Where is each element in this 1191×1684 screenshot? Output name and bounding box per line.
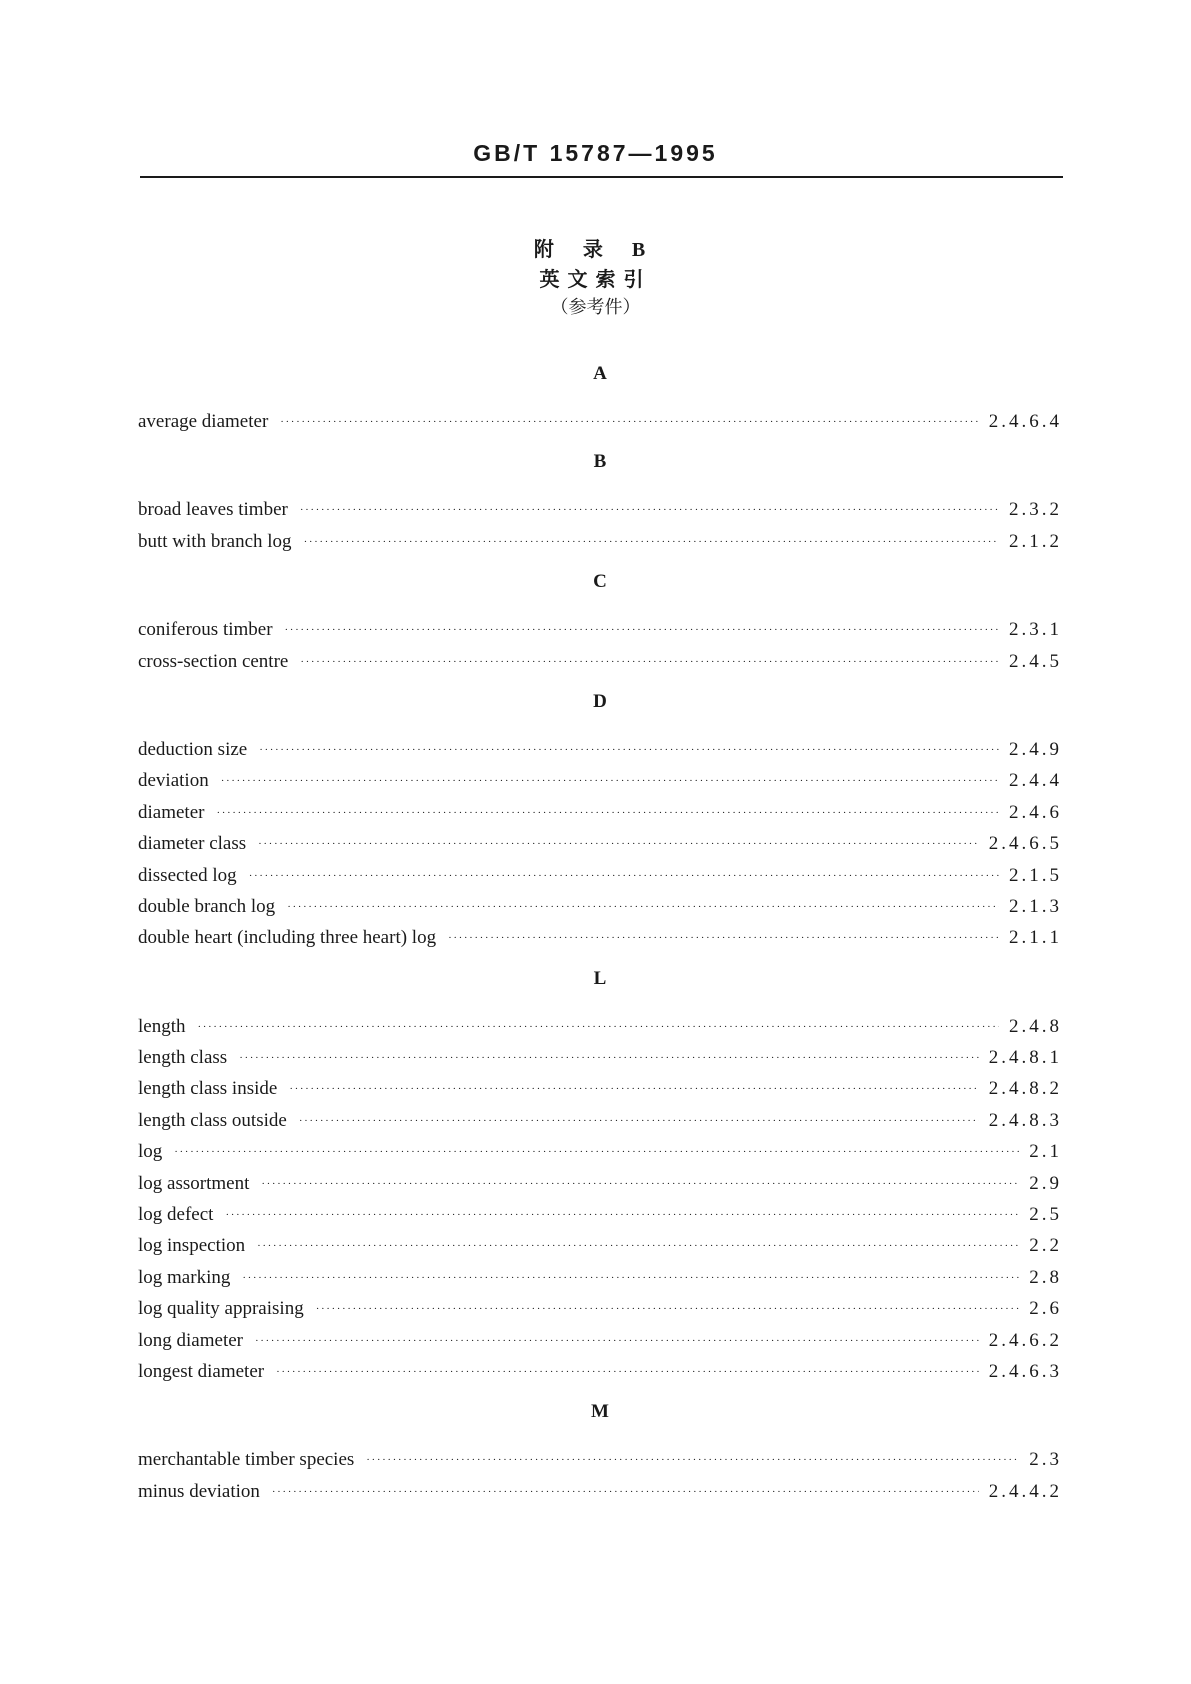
- dot-leader: [287, 892, 999, 923]
- dot-leader: [280, 407, 978, 438]
- index-entry: [138, 860, 1062, 891]
- reference-note: （参考件）: [550, 297, 641, 317]
- entry-term: diameter: [138, 801, 205, 823]
- section-letter: C: [593, 571, 607, 593]
- index-entry: [138, 891, 1062, 922]
- entry-clause-number: 2.4.8.3: [988, 1109, 1062, 1131]
- index-entry: [138, 1444, 1062, 1475]
- entry-clause-number: 2.9: [1029, 1172, 1062, 1194]
- entry-term: double branch log: [138, 895, 276, 917]
- index-entry: [138, 828, 1062, 859]
- index-entry: [138, 1042, 1062, 1073]
- entry-term: length class: [138, 1047, 228, 1069]
- dot-leader: [242, 1263, 1019, 1294]
- dot-leader: [316, 1294, 1020, 1325]
- entry-clause-number: 2.3.1: [1009, 619, 1062, 641]
- dot-leader: [257, 1231, 1019, 1262]
- dot-leader: [239, 1043, 979, 1074]
- entry-term: log inspection: [138, 1235, 246, 1257]
- entry-term: log defect: [138, 1204, 214, 1226]
- entry-clause-number: 2.4.8.2: [988, 1078, 1062, 1100]
- index-entry: [138, 646, 1062, 677]
- section-letter: D: [593, 690, 607, 712]
- index-entry: [138, 1199, 1062, 1230]
- index-entry: [138, 1230, 1062, 1261]
- dot-leader: [259, 735, 999, 766]
- entry-clause-number: 2.8: [1029, 1266, 1062, 1288]
- entry-term: length: [138, 1015, 186, 1037]
- index-entry: [138, 1136, 1062, 1167]
- index-entry: [138, 1168, 1062, 1199]
- index-entry: [138, 494, 1062, 525]
- dot-leader: [448, 923, 999, 954]
- dot-leader: [255, 1326, 979, 1357]
- entry-clause-number: 2.4.6.5: [988, 833, 1062, 855]
- entry-clause-number: 2.1.3: [1009, 895, 1062, 917]
- entry-term: log assortment: [138, 1172, 250, 1194]
- index-entry: [138, 1073, 1062, 1104]
- dot-leader: [258, 829, 979, 860]
- dot-leader: [289, 1074, 978, 1105]
- entry-term: broad leaves timber: [138, 499, 288, 521]
- index-entry: [138, 797, 1062, 828]
- entry-term: deduction size: [138, 738, 248, 760]
- entry-term: cross-section centre: [138, 650, 289, 672]
- entry-term: butt with branch log: [138, 530, 292, 552]
- index-section: [138, 967, 1062, 1388]
- entry-term: average diameter: [138, 411, 269, 432]
- entry-term: double heart (including three heart) log: [138, 927, 437, 949]
- dot-leader: [300, 495, 999, 526]
- index-entry: [138, 1105, 1062, 1136]
- entry-term: length class inside: [138, 1078, 278, 1100]
- entry-clause-number: 2.4.9: [1009, 738, 1062, 760]
- dot-leader: [221, 766, 999, 797]
- index-title: 英文索引: [539, 269, 652, 291]
- entry-term: coniferous timber: [138, 619, 273, 641]
- entry-clause-number: 2.5: [1029, 1204, 1062, 1226]
- index-entry: [138, 734, 1062, 765]
- index-entry: [138, 1325, 1062, 1356]
- index-entry: [138, 1293, 1062, 1324]
- entry-term: deviation: [138, 770, 209, 792]
- entry-clause-number: 2.6: [1029, 1298, 1062, 1320]
- dot-leader: [225, 1200, 1019, 1231]
- entry-clause-number: 2.2: [1029, 1235, 1062, 1257]
- dot-leader: [216, 798, 999, 829]
- entry-clause-number: 2.4.6.2: [988, 1329, 1062, 1351]
- dot-leader: [249, 861, 999, 892]
- index-section: [138, 362, 1062, 437]
- index-section: [138, 1400, 1062, 1507]
- section-letter: B: [593, 451, 607, 473]
- index-entry: [138, 765, 1062, 796]
- entry-clause-number: 2.1.5: [1009, 864, 1062, 886]
- entry-term: long diameter: [138, 1329, 243, 1351]
- section-letter: L: [593, 967, 607, 989]
- section-letter: M: [591, 1401, 609, 1423]
- entry-term: longest diameter: [138, 1360, 265, 1382]
- standard-number-header: GB/T 15787—1995: [473, 140, 718, 166]
- index-section: [138, 450, 1062, 557]
- entry-term: length class outside: [138, 1109, 287, 1131]
- dot-leader: [272, 1477, 979, 1508]
- entry-clause-number: 2.3: [1029, 1449, 1062, 1471]
- dot-leader: [285, 615, 999, 646]
- entry-clause-number: 2.4.5: [1009, 650, 1062, 672]
- index-entry: [138, 614, 1062, 645]
- entry-term: dissected log: [138, 864, 237, 886]
- english-index: [138, 362, 1062, 1507]
- entry-clause-number: 2.4.8.1: [988, 1047, 1062, 1069]
- entry-clause-number: 2.4.4: [1009, 770, 1062, 792]
- dot-leader: [299, 1106, 979, 1137]
- section-letter: A: [593, 363, 607, 384]
- index-entry: [138, 922, 1062, 953]
- dot-leader: [366, 1445, 1019, 1476]
- entry-clause-number: 2.4.4.2: [988, 1480, 1062, 1502]
- index-entry: [138, 1262, 1062, 1293]
- index-entry: [138, 1356, 1062, 1387]
- entry-clause-number: 2.1.1: [1009, 927, 1062, 949]
- index-entry: [138, 1011, 1062, 1042]
- dot-leader: [198, 1012, 1000, 1043]
- entry-clause-number: 2.3.2: [1009, 499, 1062, 521]
- dot-leader: [276, 1357, 979, 1388]
- entry-term: log: [138, 1141, 163, 1163]
- entry-clause-number: 2.4.6: [1009, 801, 1062, 823]
- appendix-title: 附 录 B: [533, 239, 658, 261]
- index-entry: [138, 526, 1062, 557]
- index-section: [138, 570, 1062, 677]
- entry-term: minus deviation: [138, 1480, 260, 1502]
- entry-clause-number: 2.1: [1029, 1141, 1062, 1163]
- entry-term: merchantable timber species: [138, 1449, 355, 1471]
- entry-clause-number: 2.4.8: [1009, 1015, 1062, 1037]
- dot-leader: [174, 1137, 1019, 1168]
- header-rule: [140, 176, 1063, 178]
- entry-term: log quality appraising: [138, 1298, 304, 1320]
- entry-clause-number: 2.4.6.4: [988, 411, 1062, 432]
- entry-term: diameter class: [138, 833, 247, 855]
- entry-term: log marking: [138, 1266, 231, 1288]
- entry-clause-number: 2.4.6.3: [988, 1360, 1062, 1382]
- entry-clause-number: 2.1.2: [1009, 530, 1062, 552]
- index-section: [138, 690, 1062, 954]
- dot-leader: [304, 527, 999, 558]
- dot-leader: [261, 1169, 1019, 1200]
- index-entry: [138, 1476, 1062, 1507]
- dot-leader: [300, 647, 999, 678]
- index-entry: [138, 406, 1062, 437]
